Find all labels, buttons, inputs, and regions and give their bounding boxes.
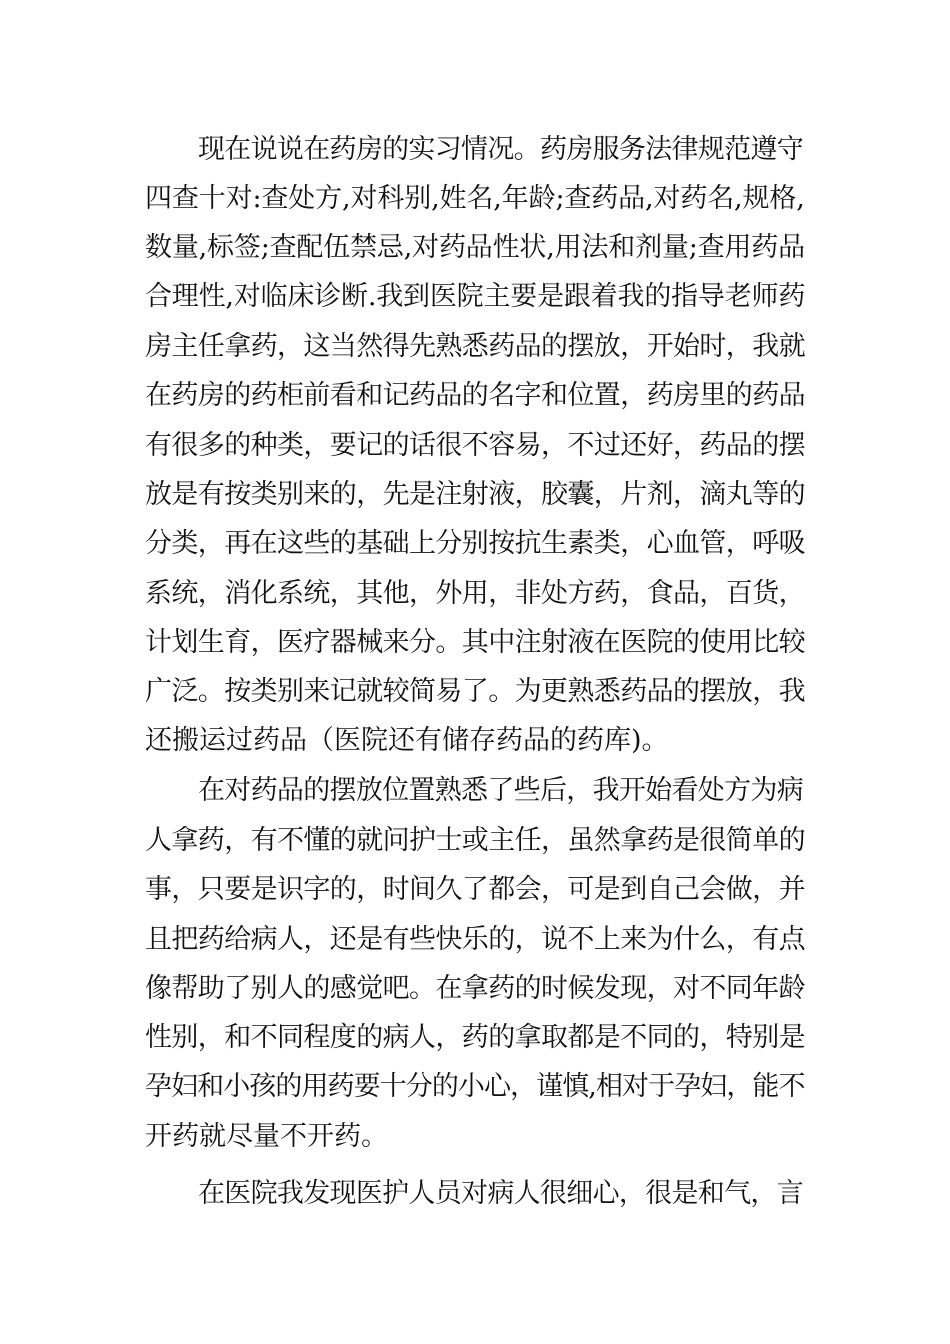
paragraph-3-line-1: 在医院我发现医护人员对病人很细心，很是和气，言	[198, 1178, 803, 1209]
paragraph-2-line-6: 性别，和不同程度的病人，药的拿取都是不同的，特别是	[145, 1022, 805, 1053]
paragraph-2-line-3: 事，只要是识字的，时间久了都会，可是到自己会做，并	[145, 874, 805, 905]
paragraph-2-line-4: 且把药给病人，还是有些快乐的，说不上来为什么，有点	[145, 924, 805, 955]
paragraph-1-line-10: 系统，消化系统，其他，外用，非处方药，食品，百货，	[145, 578, 805, 609]
paragraph-1-line-4: 合理性,对临床诊断.我到医院主要是跟着我的指导老师药	[145, 281, 806, 312]
paragraph-1-line-13: 还搬运过药品（医院还有储存药品的药库)。	[145, 725, 669, 756]
paragraph-1-line-2: 四查十对:查处方,对科别,姓名,年龄;查药品,对药名,规格,	[145, 183, 805, 214]
paragraph-1-line-7: 有很多的种类，要记的话很不容易，不过还好，药品的摆	[145, 430, 805, 461]
paragraph-1-line-11: 计划生育，医疗器械来分。其中注射液在医院的使用比较	[145, 627, 805, 658]
paragraph-1-line-8: 放是有按类别来的，先是注射液，胶囊，片剂，滴丸等的	[145, 479, 805, 510]
paragraph-1-line-3: 数量,标签;查配伍禁忌,对药品性状,用法和剂量;查用药品	[145, 232, 805, 263]
paragraph-2-line-2: 人拿药，有不懂的就问护士或主任，虽然拿药是很简单的	[145, 825, 805, 856]
paragraph-1-line-12: 广泛。按类别来记就较简易了。为更熟悉药品的摆放，我	[145, 676, 805, 707]
paragraph-1-line-5: 房主任拿药，这当然得先熟悉药品的摆放，开始时，我就	[145, 331, 805, 362]
paragraph-2-line-1: 在对药品的摆放位置熟悉了些后，我开始看处方为病	[198, 775, 803, 806]
paragraph-2-line-8: 开药就尽量不开药。	[145, 1121, 388, 1152]
paragraph-1-line-6: 在药房的药柜前看和记药品的名字和位置，药房里的药品	[145, 380, 805, 411]
paragraph-2-line-7: 孕妇和小孩的用药要十分的小心，谨慎,相对于孕妇，能不	[145, 1071, 805, 1102]
paragraph-1-line-9: 分类，再在这些的基础上分别按抗生素类，心血管，呼吸	[145, 528, 805, 559]
paragraph-1-line-1: 现在说说在药房的实习情况。药房服务法律规范遵守	[198, 134, 803, 165]
paragraph-2-line-5: 像帮助了别人的感觉吧。在拿药的时候发现，对不同年龄	[145, 973, 805, 1004]
